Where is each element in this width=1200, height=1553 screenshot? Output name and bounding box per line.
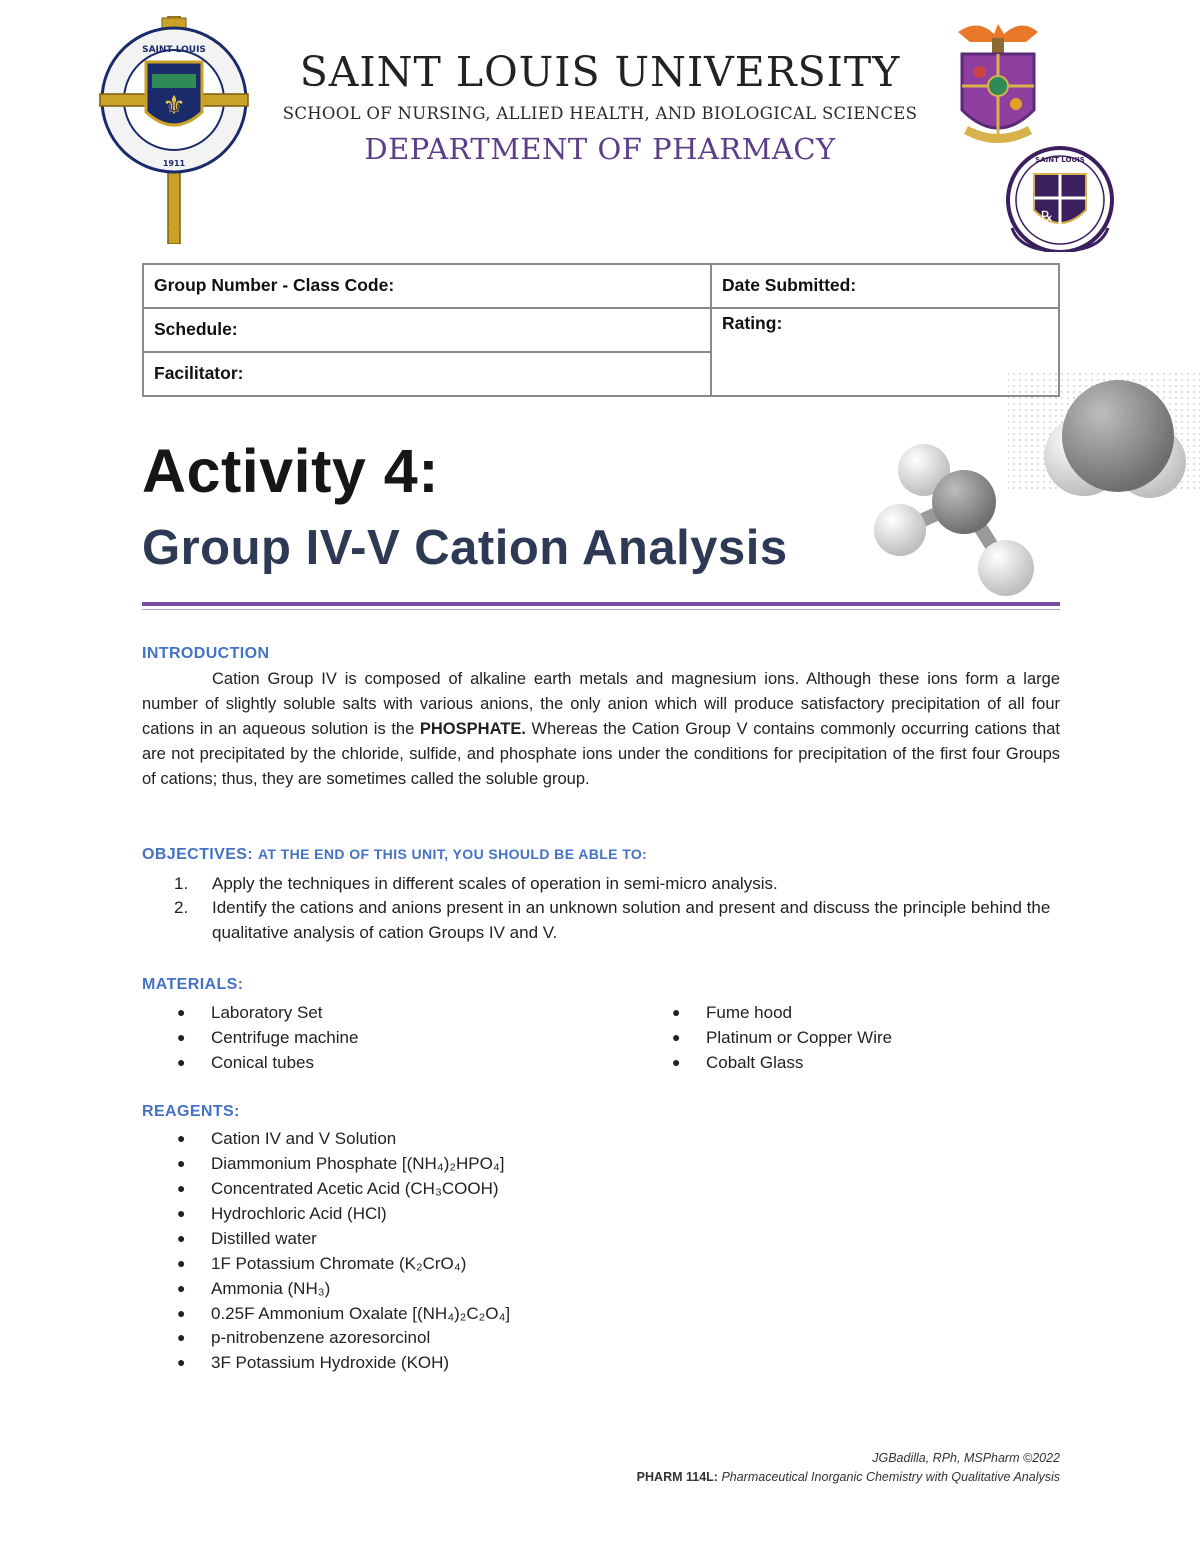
reagents-heading: REAGENTS:: [142, 1103, 240, 1120]
group-number-field[interactable]: [142, 263, 712, 309]
svg-text:℞: ℞: [1040, 209, 1054, 225]
footer-course: [560, 1470, 1060, 1484]
activity-title: Activity 4:: [142, 437, 440, 505]
objectives-heading: OBJECTIVES: AT THE END OF THIS UNIT, YOU SHOULD BE ABLE TO:: [142, 846, 648, 863]
department-name: DEPARTMENT OF PHARMACY: [364, 132, 836, 166]
title-divider-thin: [142, 609, 1060, 610]
date-submitted-field[interactable]: [710, 263, 1060, 309]
college-seals-logo: [948, 14, 1128, 252]
activity-subtitle: Group IV-V Cation Analysis: [142, 521, 788, 575]
molecule-illustration: [868, 372, 1200, 608]
svg-text:1911: 1911: [162, 159, 186, 168]
svg-text:⚜: ⚜: [162, 91, 186, 121]
group-number-label: Group Number - Class Code:: [154, 275, 395, 295]
school-name: SCHOOL OF NURSING, ALLIED HEALTH, AND BIOLOGICAL SCIENCES: [282, 104, 918, 123]
footer-author: JGBadilla, RPh, MSPharm ©2022: [872, 1451, 1060, 1465]
schedule-field[interactable]: [142, 307, 712, 353]
facilitator-label: Facilitator:: [154, 363, 244, 383]
rating-label: Rating:: [722, 313, 783, 333]
university-seal-logo: [96, 16, 252, 244]
phosphate-emphasis: PHOSPHATE.: [419, 720, 526, 738]
university-name: SAINT LOUIS UNIVERSITY: [299, 48, 901, 96]
title-divider: [142, 602, 1060, 606]
schedule-label: Schedule:: [154, 319, 238, 339]
introduction-paragraph: Cation Group IV is composed of alkaline earth metals and magnesium ions. Although these ions form a large number of slightly soluble salts with various anions, the only anion which will produce satisfactory precipitation of all four cations in an aqueous solution is the PHOSPHATE. Whereas the Cation Group V contains commonly occurring cations that are not precipitated by the chloride, sulfide, and phosphate ions under the conditions for precipitation of the first four Groups of cations; thus, they are sometimes called the soluble group.: [142, 670, 1060, 788]
svg-text:SAINT LOUIS: SAINT LOUIS: [1035, 156, 1085, 164]
svg-text:SAINT LOUIS: SAINT LOUIS: [142, 45, 206, 55]
course-code: PHARM 114L:: [636, 1470, 718, 1484]
date-submitted-label: Date Submitted:: [722, 275, 857, 295]
facilitator-field[interactable]: [142, 351, 712, 397]
course-title: Pharmaceutical Inorganic Chemistry with Qualitative Analysis: [721, 1470, 1060, 1484]
introduction-heading: INTRODUCTION: [142, 645, 270, 662]
materials-heading: MATERIALS:: [142, 976, 244, 993]
